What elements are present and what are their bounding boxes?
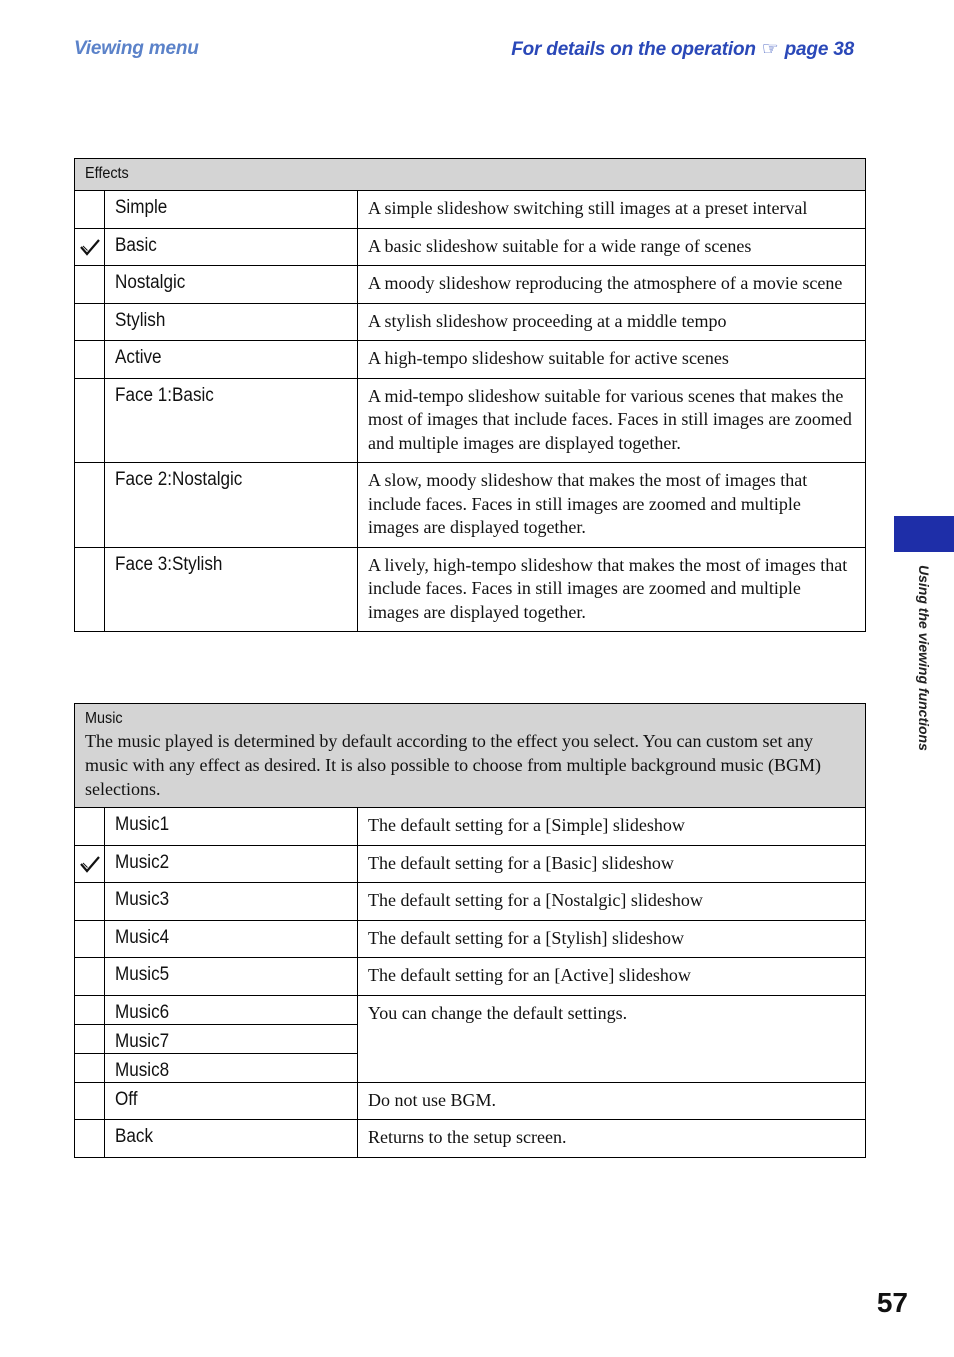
- default-marker-cell: [75, 808, 105, 846]
- effect-name-cell: [105, 303, 358, 341]
- music-row: [75, 808, 866, 846]
- default-marker-cell: [75, 883, 105, 921]
- music-name: Music1: [115, 814, 170, 835]
- effect-row: [75, 266, 866, 304]
- music-table: [74, 703, 866, 1158]
- effect-row: [75, 341, 866, 379]
- music-row: [75, 845, 866, 883]
- pointing-hand-icon: ☞: [761, 39, 779, 60]
- music-description: The default setting for a [Stylish] slideshow: [358, 920, 866, 958]
- effect-name-cell: [105, 266, 358, 304]
- default-marker-cell: [75, 1082, 105, 1120]
- music-name-cell: [105, 845, 358, 883]
- side-tab-label: Using the viewing functions: [916, 565, 932, 751]
- reference-text: For details on the operation: [511, 39, 756, 60]
- music-shared-description: You can change the default settings.: [358, 995, 866, 1082]
- music-name: Music8: [115, 1059, 170, 1081]
- default-marker-cell: [75, 1024, 105, 1053]
- music-row: [75, 883, 866, 921]
- music-row: [75, 920, 866, 958]
- music-name-cell: [105, 808, 358, 846]
- music-name-cell: [105, 1120, 358, 1158]
- reference-page: page 38: [784, 39, 854, 60]
- effect-name-cell: [105, 191, 358, 229]
- music-name: Music2: [115, 851, 170, 873]
- music-row: [75, 958, 866, 996]
- effect-name: Active: [115, 347, 162, 368]
- music-description: The music played is determined by default according to the effect you select. You can custom set any music with any effect as desired. It is also possible to choose from multiple background music (BGM) selections.: [85, 731, 822, 799]
- effect-description: A basic slideshow suitable for a wide range of scenes: [358, 228, 866, 266]
- music-description: The default setting for a [Basic] slideshow: [358, 845, 866, 883]
- music-header: [75, 704, 866, 808]
- music-name: Music6: [115, 1001, 170, 1023]
- default-marker-cell: [75, 463, 105, 548]
- default-marker-cell: [75, 341, 105, 379]
- effect-name-cell: [105, 378, 358, 463]
- default-marker-cell: [75, 303, 105, 341]
- effect-row: [75, 228, 866, 266]
- default-marker-cell: [75, 378, 105, 463]
- default-marker-cell: [75, 1053, 105, 1082]
- music-description: Returns to the setup screen.: [358, 1120, 866, 1158]
- default-marker-cell: [75, 547, 105, 632]
- music-name: Music3: [115, 889, 170, 910]
- music-name: Back: [115, 1126, 154, 1147]
- music-name-cell: [105, 958, 358, 996]
- effects-table: [74, 158, 866, 632]
- page-number: 57: [876, 1287, 908, 1318]
- effect-row: [75, 547, 866, 632]
- music-description: The default setting for a [Nostalgic] slideshow: [358, 883, 866, 921]
- music-name-cell: [105, 920, 358, 958]
- effect-name: Basic: [115, 234, 157, 256]
- effect-row: [75, 191, 866, 229]
- default-marker-cell: [75, 1120, 105, 1158]
- music-row: [75, 1082, 866, 1120]
- effect-description: A simple slideshow switching still images at a preset interval: [358, 191, 866, 229]
- default-marker-cell: [75, 228, 105, 266]
- effect-description: A moody slideshow reproducing the atmosphere of a movie scene: [358, 266, 866, 304]
- music-name-cell: [105, 1082, 358, 1120]
- default-marker-cell: [75, 958, 105, 996]
- effects-header: [75, 159, 866, 191]
- music-name-cell: [105, 1024, 358, 1053]
- effect-description: A mid-tempo slideshow suitable for various scenes that makes the most of images that include faces. Faces in still images are zoomed and multiple images are displayed together.: [358, 378, 866, 463]
- music-description: Do not use BGM.: [358, 1082, 866, 1120]
- music-title: Music: [85, 710, 123, 727]
- effect-name-cell: [105, 463, 358, 548]
- music-name: Music5: [115, 964, 170, 985]
- effect-name: Face 1:Basic: [115, 384, 214, 406]
- section-tab: [894, 516, 954, 552]
- music-name: Off: [115, 1088, 138, 1110]
- default-marker-cell: [75, 995, 105, 1024]
- effect-name-cell: [105, 228, 358, 266]
- effect-name-cell: [105, 341, 358, 379]
- music-name-cell: [105, 995, 358, 1024]
- default-marker-cell: [75, 845, 105, 883]
- effect-name: Simple: [115, 197, 168, 218]
- effect-row: [75, 303, 866, 341]
- music-name-cell: [105, 1053, 358, 1082]
- default-marker-cell: [75, 191, 105, 229]
- effect-description: A high-tempo slideshow suitable for active scenes: [358, 341, 866, 379]
- effect-name: Face 3:Stylish: [115, 553, 223, 575]
- music-name: Music7: [115, 1030, 170, 1052]
- section-title: Viewing menu: [74, 38, 199, 59]
- default-marker-cell: [75, 266, 105, 304]
- effect-description: A slow, moody slideshow that makes the most of images that include faces. Faces in still images are zoomed and multiple images are displayed together.: [358, 463, 866, 548]
- operation-reference: [511, 38, 854, 61]
- effect-row: [75, 463, 866, 548]
- checkmark-icon: [79, 237, 101, 257]
- music-name-cell: [105, 883, 358, 921]
- effect-name: Stylish: [115, 309, 166, 331]
- music-row: [75, 995, 866, 1024]
- effects-title: Effects: [85, 165, 129, 182]
- default-marker-cell: [75, 920, 105, 958]
- effect-description: A stylish slideshow proceeding at a middle tempo: [358, 303, 866, 341]
- checkmark-icon: [79, 854, 101, 874]
- effect-name: Nostalgic: [115, 272, 186, 293]
- effect-name: Face 2:Nostalgic: [115, 469, 243, 490]
- music-description: The default setting for an [Active] slideshow: [358, 958, 866, 996]
- music-name: Music4: [115, 926, 170, 948]
- effect-description: A lively, high-tempo slideshow that makes the most of images that include faces. Faces in still images are zoomed and multiple images are displayed together.: [358, 547, 866, 632]
- music-description: The default setting for a [Simple] slideshow: [358, 808, 866, 846]
- effect-name-cell: [105, 547, 358, 632]
- effect-row: [75, 378, 866, 463]
- music-row: [75, 1120, 866, 1158]
